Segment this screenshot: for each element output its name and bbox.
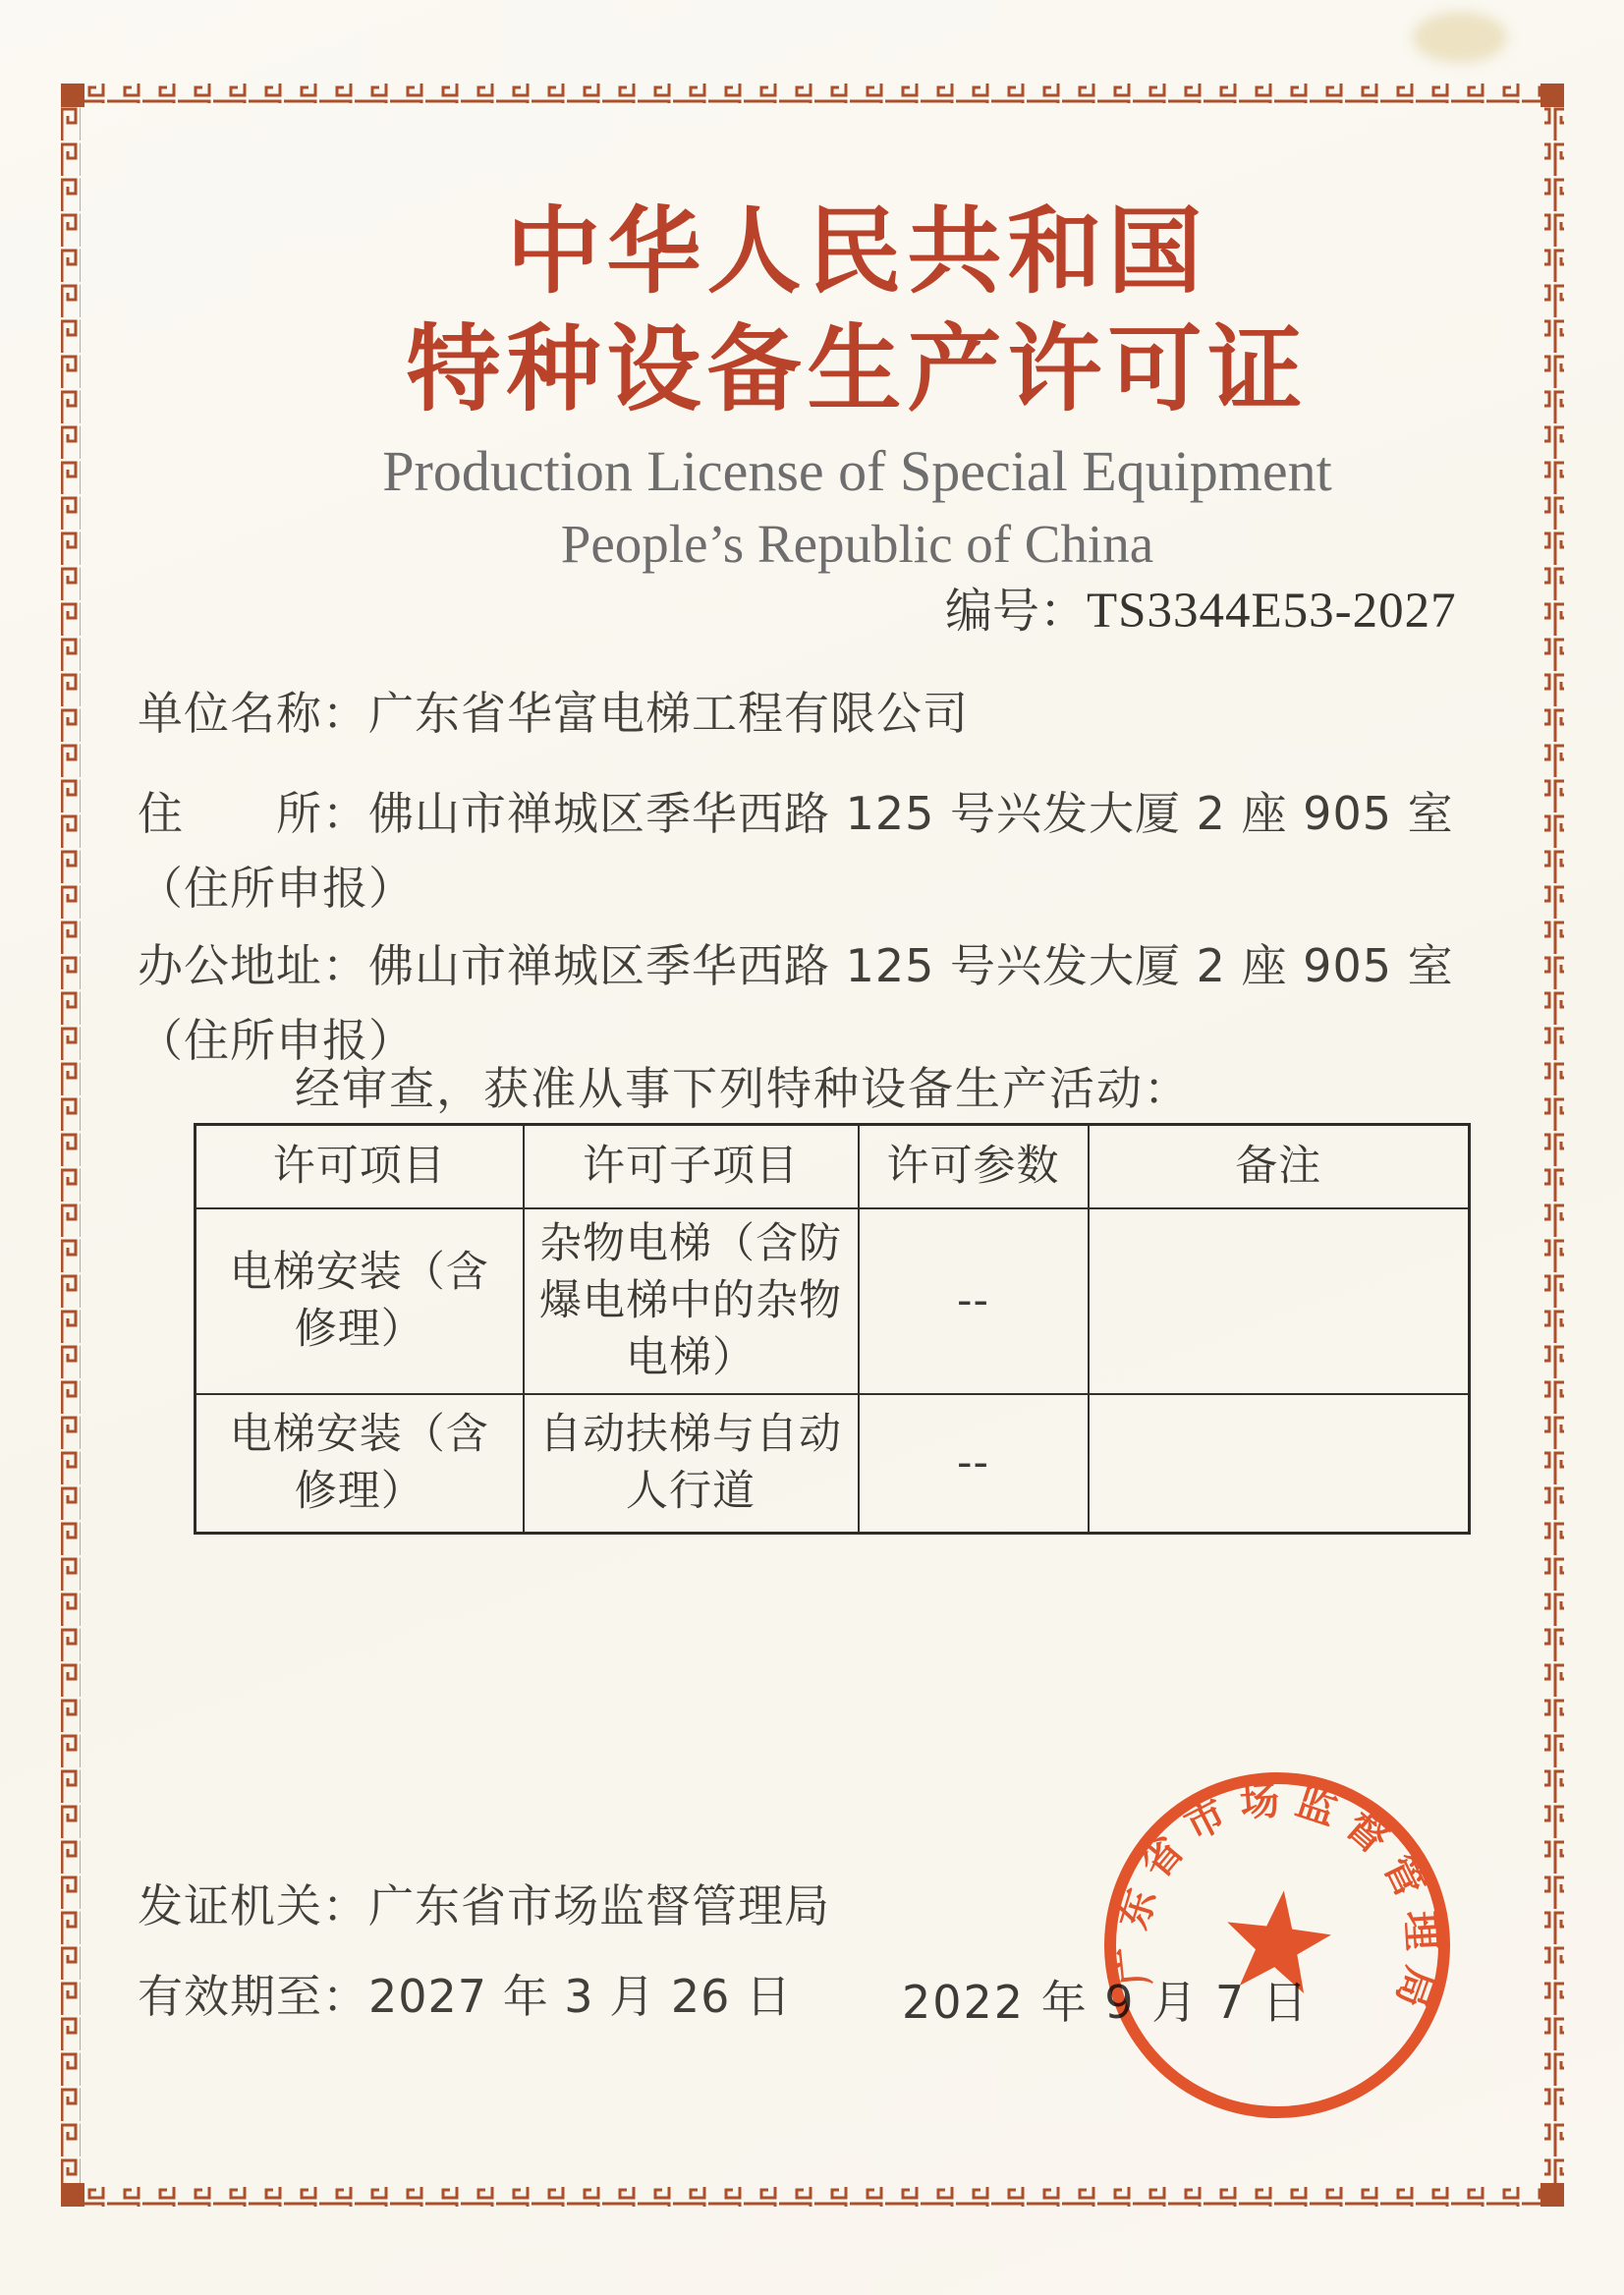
paper-smudge — [1413, 12, 1507, 63]
cell-subitem: 杂物电梯（含防爆电梯中的杂物电梯） — [524, 1208, 859, 1394]
validity-value: 2027 年 3 月 26 日 — [368, 1970, 792, 2023]
field-company-name — [138, 676, 1497, 751]
star-icon — [1220, 1884, 1336, 1996]
col-header-parameter: 许可参数 — [859, 1125, 1089, 1208]
border-corner-tl — [61, 84, 84, 107]
col-header-remark: 备注 — [1089, 1125, 1470, 1208]
border-corner-br — [1540, 2183, 1564, 2207]
table-row — [196, 1208, 1470, 1394]
cell-parameter: -- — [859, 1394, 1089, 1534]
border-corner-tr — [1540, 84, 1564, 107]
validity-period — [138, 1961, 792, 2026]
field-label: 办公地址： — [138, 939, 368, 992]
issuing-authority-value: 广东省市场监督管理局 — [368, 1879, 830, 1932]
license-items-table — [194, 1123, 1471, 1535]
table-row — [196, 1394, 1470, 1534]
field-value: 佛山市禅城区季华西路 125 号兴发大厦 2 座 905 室（住所申报） — [138, 787, 1454, 915]
issue-date: 2022 年 9 月 7 日 — [902, 1976, 1310, 2029]
field-label: 住 所： — [138, 787, 368, 840]
cell-parameter: -- — [859, 1208, 1089, 1394]
license-number-value: TS3344E53-2027 — [1087, 584, 1457, 639]
issuing-authority — [138, 1871, 830, 1935]
border-top — [61, 84, 1564, 103]
approval-note: 经审查，获准从事下列特种设备生产活动： — [295, 1062, 1191, 1115]
issuing-authority-label: 发证机关： — [138, 1879, 368, 1932]
license-number — [945, 573, 1457, 641]
col-header-subitem: 许可子项目 — [524, 1125, 859, 1208]
cell-remark — [1089, 1394, 1470, 1534]
field-value: 佛山市禅城区季华西路 125 号兴发大厦 2 座 905 室（住所申报） — [138, 939, 1454, 1067]
title-en-line2: People’s Republic of China — [560, 514, 1154, 574]
field-value: 广东省华富电梯工程有限公司 — [368, 687, 969, 740]
title-cn-line2: 特种设备生产许可证 — [406, 313, 1309, 424]
border-corner-bl — [61, 2183, 84, 2207]
seal-ring-text: 广东省市场监督管理局 — [1108, 1777, 1445, 2026]
title-cn-line1: 中华人民共和国 — [506, 196, 1208, 307]
official-seal — [1075, 1743, 1480, 2148]
validity-label: 有效期至： — [138, 1970, 368, 2023]
col-header-item: 许可项目 — [196, 1125, 524, 1208]
field-label: 单位名称： — [138, 687, 368, 740]
border-bottom — [61, 2187, 1564, 2207]
cell-item: 电梯安装（含修理） — [196, 1208, 524, 1394]
table-header-row — [196, 1125, 1470, 1208]
cell-item: 电梯安装（含修理） — [196, 1394, 524, 1534]
title-en-line1: Production License of Special Equipment — [382, 439, 1332, 503]
license-number-label: 编号： — [945, 584, 1088, 639]
field-registered-address — [138, 776, 1497, 925]
cell-subitem: 自动扶梯与自动人行道 — [524, 1394, 859, 1534]
cell-remark — [1089, 1208, 1470, 1394]
